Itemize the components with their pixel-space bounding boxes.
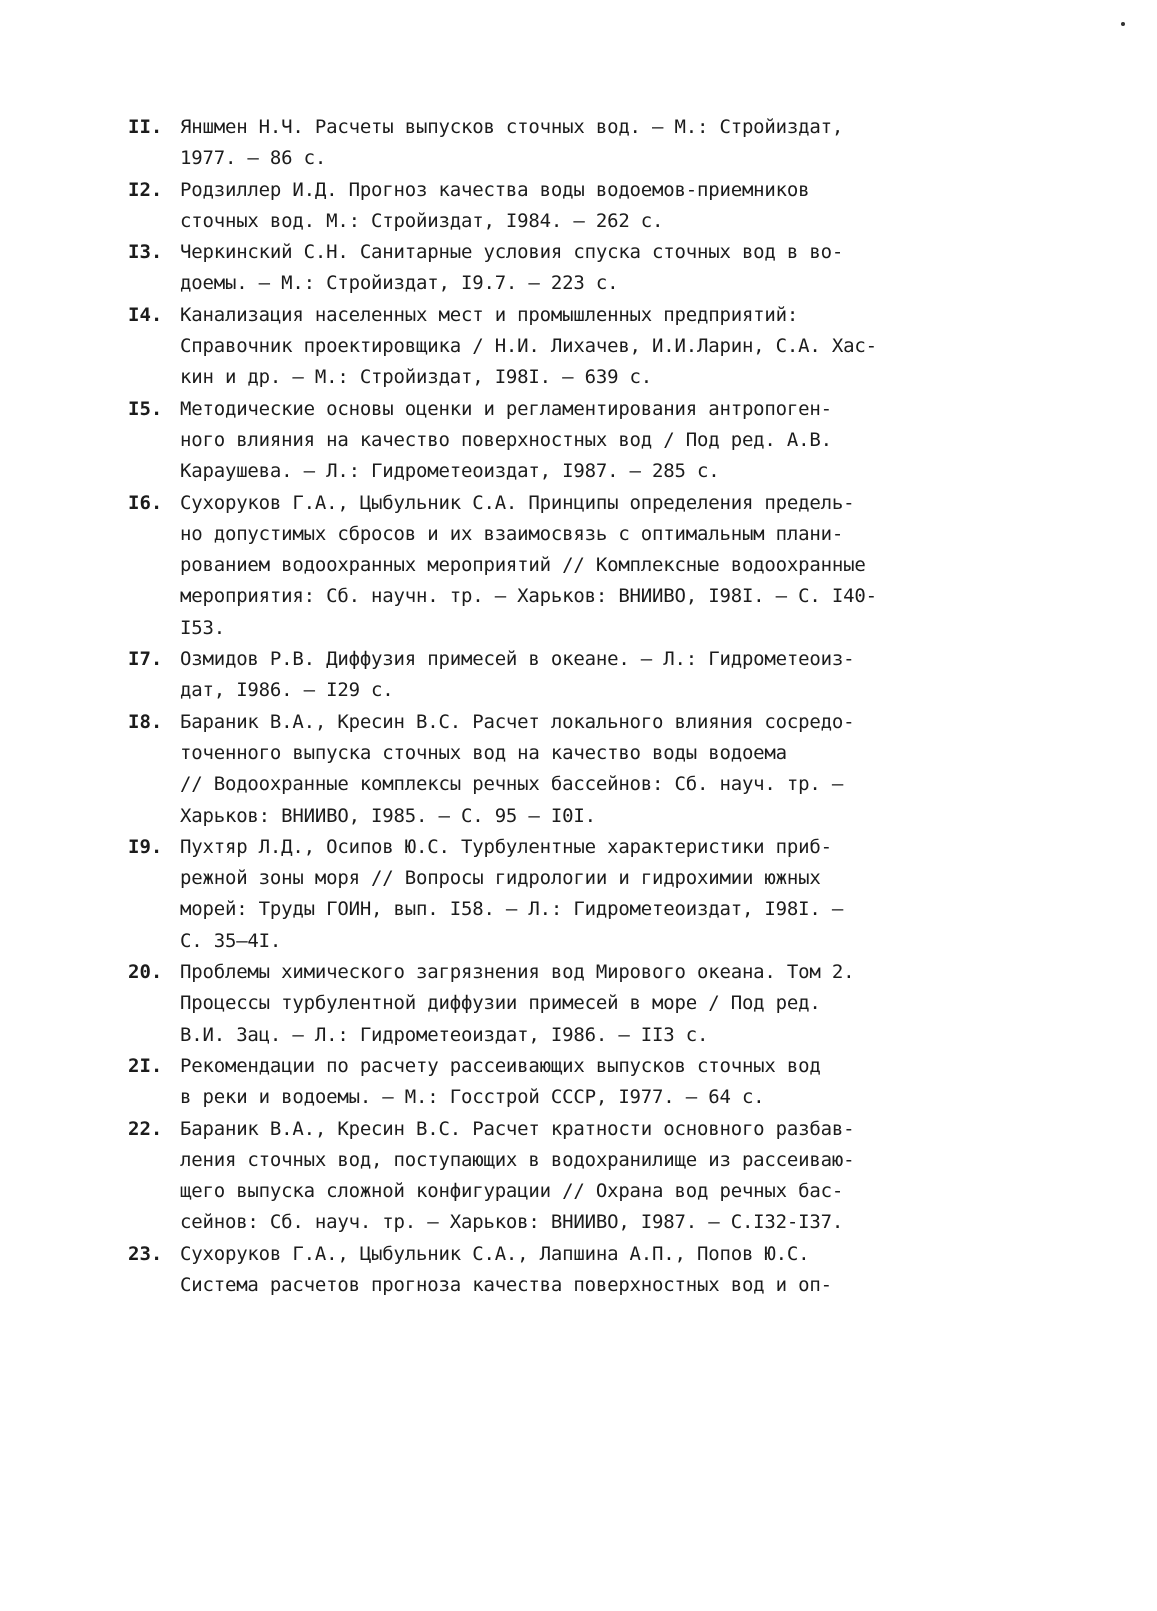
reference-text bbox=[180, 1051, 968, 1114]
reference-line: кин и др. – М.: Стройиздат, I98I. – 639 с. bbox=[180, 366, 653, 389]
reference-line: дат, I986. – I29 с. bbox=[180, 679, 394, 702]
reference-text bbox=[180, 175, 968, 238]
reference-line: Родзиллер И.Д. Прогноз качества воды водоемов-приемников bbox=[180, 178, 810, 201]
reference-entry bbox=[128, 957, 968, 1051]
reference-number: I7. bbox=[128, 648, 163, 671]
reference-number: II. bbox=[128, 116, 163, 138]
reference-line: Сухоруков Г.А., Цыбульник С.А. Принципы определения предель- bbox=[180, 491, 855, 514]
reference-number: I3. bbox=[128, 241, 163, 264]
reference-line: Бараник В.А., Кресин В.С. Расчет кратности основного разбав- bbox=[180, 1117, 855, 1140]
reference-line: Бараник В.А., Кресин В.С. Расчет локального влияния сосредо- bbox=[180, 710, 855, 733]
reference-text bbox=[180, 1114, 968, 1239]
reference-entry bbox=[128, 175, 968, 238]
reference-line: доемы. – М.: Стройиздат, I9.7. – 223 с. bbox=[180, 272, 619, 295]
reference-line: ного влияния на качество поверхностных вод / Под ред. А.В. bbox=[180, 428, 832, 451]
reference-line: морей: Труды ГОИН, вып. I58. – Л.: Гидрометеоиздат, I98I. – bbox=[180, 898, 844, 921]
reference-line: Процессы турбулентной диффузии примесей в море / Под ред. bbox=[180, 992, 821, 1015]
reference-number: 22. bbox=[128, 1117, 163, 1140]
reference-line: Рекомендации по расчету рассеивающих выпусков сточных вод bbox=[180, 1054, 821, 1077]
reference-entry bbox=[128, 112, 968, 175]
reference-line: I53. bbox=[180, 616, 225, 639]
reference-line: Черкинский С.Н. Санитарные условия спуска сточных вод в во- bbox=[180, 241, 844, 264]
reference-text bbox=[180, 488, 968, 644]
reference-number: 23. bbox=[128, 1242, 163, 1265]
reference-entry bbox=[128, 1239, 968, 1302]
reference-entry bbox=[128, 644, 968, 707]
reference-line: Сухоруков Г.А., Цыбульник С.А., Лапшина А.П., Попов Ю.С. bbox=[180, 1242, 810, 1265]
reference-line: мероприятия: Сб. научн. тр. – Харьков: ВНИИВО, I98I. – С. I40- bbox=[180, 585, 877, 608]
reference-number: I4. bbox=[128, 303, 163, 326]
reference-line: в реки и водоемы. – М.: Госстрой СССР, I977. – 64 с. bbox=[180, 1086, 765, 1109]
reference-line: ления сточных вод, поступающих в водохранилище из рассеиваю- bbox=[180, 1148, 855, 1171]
reference-line: С. 35–4I. bbox=[180, 929, 282, 952]
reference-line: В.И. Зац. – Л.: Гидрометеоиздат, I986. – II3 с. bbox=[180, 1023, 709, 1046]
reference-list bbox=[128, 112, 968, 1301]
reference-line: сточных вод. М.: Стройиздат, I984. – 262 с. bbox=[180, 209, 664, 232]
reference-text bbox=[180, 237, 968, 300]
reference-line: // Водоохранные комплексы речных бассейнов: Сб. науч. тр. – bbox=[180, 773, 844, 796]
reference-entry bbox=[128, 707, 968, 832]
reference-text bbox=[180, 112, 968, 175]
reference-line: Караушева. – Л.: Гидрометеоиздат, I987. – 285 с. bbox=[180, 460, 720, 483]
reference-entry bbox=[128, 1114, 968, 1239]
reference-line: Харьков: ВНИИВО, I985. – С. 95 – I0I. bbox=[180, 804, 596, 827]
reference-entry bbox=[128, 237, 968, 300]
reference-text bbox=[180, 394, 968, 488]
reference-line: рованием водоохранных мероприятий // Комплексные водоохранные bbox=[180, 554, 866, 577]
reference-number: I8. bbox=[128, 710, 163, 733]
reference-line: сейнов: Сб. науч. тр. – Харьков: ВНИИВО, I987. – С.I32-I37. bbox=[180, 1211, 844, 1234]
reference-line: режной зоны моря // Вопросы гидрологии и гидрохимии южных bbox=[180, 867, 821, 890]
reference-line: 1977. – 86 с. bbox=[180, 147, 327, 170]
reference-entry bbox=[128, 1051, 968, 1114]
reference-line: Методические основы оценки и регламентирования антропоген- bbox=[180, 397, 832, 420]
reference-line: щего выпуска сложной конфигурации // Охрана вод речных бас- bbox=[180, 1180, 844, 1203]
reference-line: Справочник проектировщика / Н.И. Лихачев, И.И.Ларин, С.А. Хас- bbox=[180, 335, 877, 358]
reference-entry bbox=[128, 300, 968, 394]
reference-number: I9. bbox=[128, 835, 163, 858]
reference-text bbox=[180, 644, 968, 707]
reference-entry bbox=[128, 488, 968, 644]
reference-line: точенного выпуска сточных вод на качество воды водоема bbox=[180, 741, 787, 764]
reference-text bbox=[180, 1239, 968, 1302]
reference-line: но допустимых сбросов и их взаимосвязь с оптимальным плани- bbox=[180, 522, 844, 545]
reference-number: I2. bbox=[128, 178, 163, 201]
reference-entry bbox=[128, 832, 968, 957]
reference-number: 20. bbox=[128, 961, 163, 984]
reference-line: Канализация населенных мест и промышленных предприятий: bbox=[180, 303, 799, 326]
reference-text bbox=[180, 832, 968, 957]
scan-speck bbox=[1121, 22, 1125, 26]
reference-line: Система расчетов прогноза качества поверхностных вод и оп- bbox=[180, 1273, 832, 1296]
reference-text bbox=[180, 707, 968, 832]
reference-number: I6. bbox=[128, 491, 163, 514]
reference-line: Пухтяр Л.Д., Осипов Ю.С. Турбулентные характеристики приб- bbox=[180, 835, 832, 858]
reference-text bbox=[180, 957, 968, 1051]
reference-line: Проблемы химического загрязнения вод Мирового океана. Том 2. bbox=[180, 961, 855, 984]
reference-line: Озмидов Р.В. Диффузия примесей в океане. – Л.: Гидрометеоиз- bbox=[180, 648, 855, 671]
reference-line: Яншмен Н.Ч. Расчеты выпусков сточных вод. – М.: Стройиздат, bbox=[180, 116, 844, 138]
reference-entry bbox=[128, 394, 968, 488]
reference-text bbox=[180, 300, 968, 394]
reference-number: I5. bbox=[128, 397, 163, 420]
reference-number: 2I. bbox=[128, 1054, 163, 1077]
